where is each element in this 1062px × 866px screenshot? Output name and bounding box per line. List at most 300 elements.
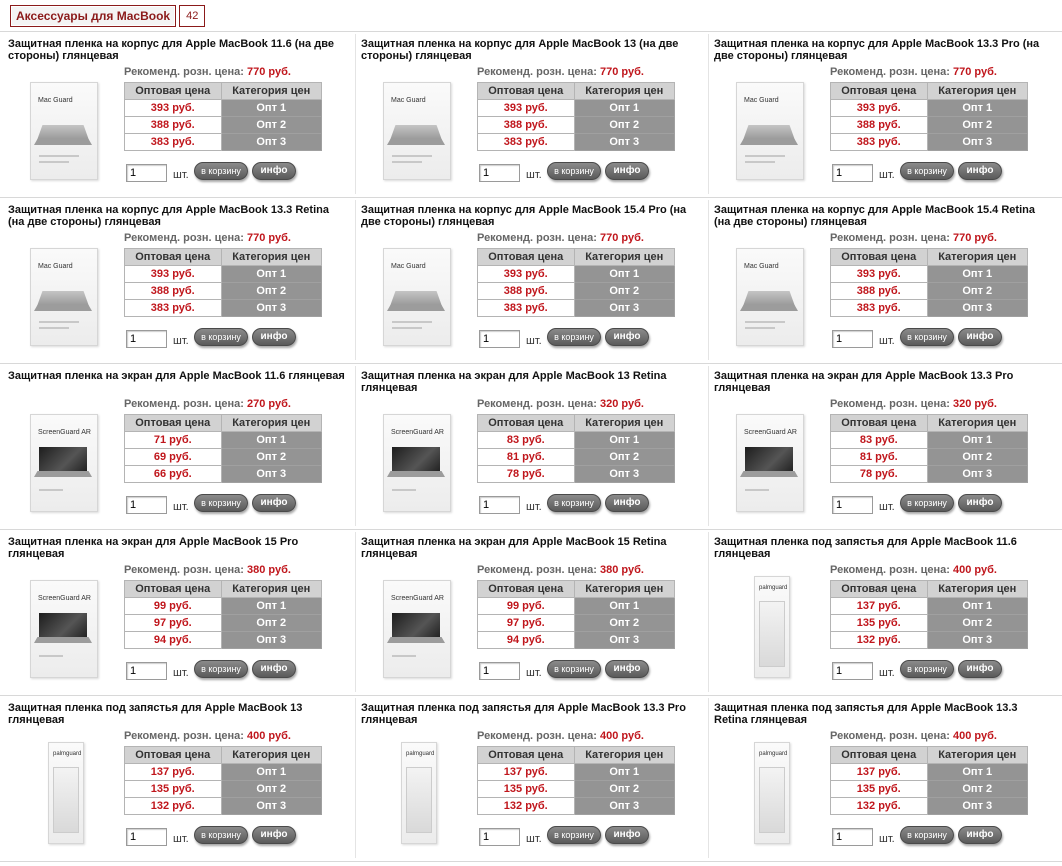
col-price-category: Категория цен — [574, 747, 674, 764]
price-category: Опт 1 — [574, 100, 674, 117]
price-row — [478, 764, 675, 781]
quantity-input[interactable] — [479, 828, 520, 846]
price-category: Опт 2 — [221, 615, 321, 632]
wholesale-price: 135 руб. — [125, 781, 222, 798]
price-table — [830, 580, 1028, 649]
column-separator — [355, 698, 356, 858]
price-row — [478, 432, 675, 449]
product-card — [8, 702, 353, 862]
recommended-price — [477, 232, 644, 244]
recommended-price — [124, 564, 291, 576]
product-title[interactable]: Защитная пленка на экран для Apple MacBook 13.3 Pro глянцевая — [714, 370, 1014, 394]
add-to-cart-button[interactable]: в корзину — [900, 826, 954, 844]
wholesale-price: 383 руб. — [125, 300, 222, 317]
wholesale-price: 388 руб. — [125, 117, 222, 134]
unit-label: шт. — [879, 501, 895, 513]
price-category: Опт 1 — [927, 764, 1027, 781]
price-category: Опт 1 — [574, 432, 674, 449]
product-image[interactable] — [30, 82, 98, 180]
price-category: Опт 3 — [221, 632, 321, 649]
price-row — [478, 117, 675, 134]
wholesale-price: 135 руб. — [831, 781, 928, 798]
thumb-brand: Mac Guard — [744, 263, 779, 270]
wholesale-price: 78 руб. — [831, 466, 928, 483]
price-row — [125, 117, 322, 134]
product-card — [714, 370, 1059, 530]
recommended-price-value: 770 руб. — [600, 66, 644, 78]
thumb-brand: palmguard — [759, 585, 788, 591]
wholesale-price: 66 руб. — [125, 466, 222, 483]
col-price-category: Категория цен — [221, 415, 321, 432]
add-to-cart-button[interactable]: в корзину — [900, 494, 954, 512]
info-button[interactable]: инфо — [605, 826, 649, 844]
price-row — [125, 283, 322, 300]
price-row — [125, 100, 322, 117]
price-table — [477, 82, 675, 151]
quantity-input[interactable] — [479, 330, 520, 348]
recommended-price-value: 400 руб. — [247, 730, 291, 742]
wholesale-price: 135 руб. — [831, 615, 928, 632]
wholesale-price: 137 руб. — [478, 764, 575, 781]
quantity-input[interactable] — [832, 330, 873, 348]
price-row — [125, 134, 322, 151]
recommended-price-label: Рекоменд. розн. цена: — [124, 232, 244, 244]
price-category: Опт 1 — [574, 598, 674, 615]
recommended-price-value: 400 руб. — [600, 730, 644, 742]
recommended-price-label: Рекоменд. розн. цена: — [830, 66, 950, 78]
col-price-category: Категория цен — [574, 415, 674, 432]
quantity-input[interactable] — [126, 828, 167, 846]
price-category: Опт 2 — [927, 117, 1027, 134]
col-price-category: Категория цен — [927, 581, 1027, 598]
unit-label: шт. — [526, 335, 542, 347]
col-wholesale-price: Оптовая цена — [831, 581, 928, 598]
price-category: Опт 3 — [927, 466, 1027, 483]
recommended-price-label: Рекоменд. розн. цена: — [477, 232, 597, 244]
info-button[interactable]: инфо — [252, 162, 296, 180]
product-image[interactable] — [754, 742, 790, 844]
price-category: Опт 2 — [927, 449, 1027, 466]
col-wholesale-price: Оптовая цена — [478, 747, 575, 764]
unit-label: шт. — [526, 667, 542, 679]
wholesale-price: 132 руб. — [831, 798, 928, 815]
column-separator — [708, 698, 709, 858]
column-separator — [355, 34, 356, 194]
quantity-input[interactable] — [832, 496, 873, 514]
col-wholesale-price: Оптовая цена — [125, 581, 222, 598]
quantity-input[interactable] — [832, 662, 873, 680]
add-to-cart-button[interactable]: в корзину — [547, 826, 601, 844]
quantity-input[interactable] — [126, 164, 167, 182]
wholesale-price: 81 руб. — [478, 449, 575, 466]
thumb-brand: ScreenGuard AR — [744, 429, 797, 436]
thumb-brand: ScreenGuard AR — [391, 595, 444, 602]
product-image[interactable] — [383, 248, 451, 346]
wholesale-price: 388 руб. — [831, 283, 928, 300]
column-separator — [355, 200, 356, 360]
price-category: Опт 2 — [221, 283, 321, 300]
price-category: Опт 2 — [574, 449, 674, 466]
recommended-price-value: 320 руб. — [953, 398, 997, 410]
price-row — [831, 117, 1028, 134]
add-to-cart-button[interactable]: в корзину — [900, 328, 954, 346]
wholesale-price: 388 руб. — [125, 283, 222, 300]
thumb-brand: Mac Guard — [391, 97, 426, 104]
add-to-cart-button[interactable]: в корзину — [547, 162, 601, 180]
price-table — [830, 414, 1028, 483]
wholesale-price: 393 руб. — [831, 100, 928, 117]
col-wholesale-price: Оптовая цена — [831, 249, 928, 266]
recommended-price — [124, 66, 291, 78]
recommended-price-label: Рекоменд. розн. цена: — [124, 564, 244, 576]
add-to-cart-button[interactable]: в корзину — [900, 162, 954, 180]
price-category: Опт 3 — [574, 632, 674, 649]
product-card — [8, 38, 353, 198]
unit-label: шт. — [879, 833, 895, 845]
info-button[interactable]: инфо — [958, 660, 1002, 678]
product-image[interactable] — [736, 248, 804, 346]
price-row — [125, 300, 322, 317]
add-to-cart-button[interactable]: в корзину — [194, 660, 248, 678]
unit-label: шт. — [173, 667, 189, 679]
wholesale-price: 83 руб. — [831, 432, 928, 449]
price-row — [125, 615, 322, 632]
product-title[interactable]: Защитная пленка под запястья для Apple MacBook 13.3 Pro глянцевая — [361, 702, 686, 726]
thumb-brand: Mac Guard — [391, 263, 426, 270]
price-category: Опт 1 — [927, 598, 1027, 615]
category-title[interactable]: Аксессуары для MacBook — [10, 5, 176, 27]
add-to-cart-button[interactable]: в корзину — [547, 660, 601, 678]
price-row — [478, 615, 675, 632]
recommended-price-label: Рекоменд. розн. цена: — [124, 730, 244, 742]
recommended-price-label: Рекоменд. розн. цена: — [124, 398, 244, 410]
price-category: Опт 2 — [927, 615, 1027, 632]
price-category: Опт 1 — [927, 432, 1027, 449]
recommended-price-value: 400 руб. — [953, 564, 997, 576]
wholesale-price: 393 руб. — [478, 100, 575, 117]
product-image[interactable] — [736, 82, 804, 180]
price-category: Опт 1 — [221, 100, 321, 117]
wholesale-price: 99 руб. — [125, 598, 222, 615]
quantity-input[interactable] — [479, 662, 520, 680]
recommended-price-value: 770 руб. — [247, 66, 291, 78]
price-row — [478, 798, 675, 815]
product-title[interactable]: Защитная пленка на экран для Apple MacBook 15 Pro глянцевая — [8, 536, 299, 560]
product-title[interactable]: Защитная пленка на корпус для Apple MacBook 13.3 Pro (на две стороны) глянцевая — [714, 38, 1040, 62]
recommended-price-label: Рекоменд. розн. цена: — [477, 398, 597, 410]
wholesale-price: 393 руб. — [831, 266, 928, 283]
product-title[interactable]: Защитная пленка под запястья для Apple MacBook 11.6 глянцевая — [714, 536, 1017, 560]
unit-label: шт. — [526, 169, 542, 181]
product-image[interactable] — [754, 576, 790, 678]
recommended-price-label: Рекоменд. розн. цена: — [830, 564, 950, 576]
unit-label: шт. — [879, 667, 895, 679]
price-category: Опт 3 — [574, 466, 674, 483]
recommended-price-value: 380 руб. — [600, 564, 644, 576]
price-category: Опт 1 — [574, 764, 674, 781]
product-image[interactable] — [736, 414, 804, 512]
quantity-input[interactable] — [832, 828, 873, 846]
col-price-category: Категория цен — [927, 83, 1027, 100]
price-row — [478, 134, 675, 151]
price-row — [831, 798, 1028, 815]
thumb-brand: palmguard — [406, 751, 435, 757]
product-title[interactable]: Защитная пленка на экран для Apple MacBook 11.6 глянцевая — [8, 370, 345, 382]
add-to-cart-button[interactable]: в корзину — [194, 162, 248, 180]
wholesale-price: 83 руб. — [478, 432, 575, 449]
col-price-category: Категория цен — [574, 83, 674, 100]
col-wholesale-price: Оптовая цена — [478, 249, 575, 266]
wholesale-price: 393 руб. — [125, 266, 222, 283]
unit-label: шт. — [173, 501, 189, 513]
thumb-brand: palmguard — [53, 751, 82, 757]
product-image[interactable] — [30, 580, 98, 678]
price-table — [830, 82, 1028, 151]
column-separator — [355, 366, 356, 526]
col-price-category: Категория цен — [927, 249, 1027, 266]
recommended-price-value: 770 руб. — [247, 232, 291, 244]
col-price-category: Категория цен — [927, 747, 1027, 764]
product-title[interactable]: Защитная пленка на экран для Apple MacBook 15 Retina глянцевая — [361, 536, 667, 560]
add-to-cart-button[interactable]: в корзину — [194, 328, 248, 346]
recommended-price — [830, 398, 997, 410]
wholesale-price: 132 руб. — [125, 798, 222, 815]
col-price-category: Категория цен — [574, 249, 674, 266]
info-button[interactable]: инфо — [252, 328, 296, 346]
product-card — [714, 536, 1059, 696]
price-category: Опт 3 — [574, 134, 674, 151]
column-separator — [708, 532, 709, 692]
recommended-price-label: Рекоменд. розн. цена: — [830, 232, 950, 244]
thumb-brand: Mac Guard — [38, 97, 73, 104]
price-category: Опт 1 — [221, 266, 321, 283]
recommended-price-label: Рекоменд. розн. цена: — [477, 730, 597, 742]
info-button[interactable]: инфо — [958, 162, 1002, 180]
price-category: Опт 3 — [574, 300, 674, 317]
recommended-price-label: Рекоменд. розн. цена: — [830, 398, 950, 410]
product-card — [714, 38, 1059, 198]
wholesale-price: 383 руб. — [125, 134, 222, 151]
price-row — [478, 598, 675, 615]
unit-label: шт. — [526, 501, 542, 513]
product-card — [8, 370, 353, 530]
price-row — [478, 283, 675, 300]
recommended-price-value: 770 руб. — [953, 232, 997, 244]
product-image[interactable] — [30, 414, 98, 512]
wholesale-price: 393 руб. — [478, 266, 575, 283]
add-to-cart-button[interactable]: в корзину — [900, 660, 954, 678]
quantity-input[interactable] — [832, 164, 873, 182]
price-table — [477, 580, 675, 649]
col-price-category: Категория цен — [221, 83, 321, 100]
thumb-brand: ScreenGuard AR — [391, 429, 444, 436]
add-to-cart-button[interactable]: в корзину — [194, 826, 248, 844]
thumb-brand: ScreenGuard AR — [38, 429, 91, 436]
price-row — [478, 266, 675, 283]
col-price-category: Категория цен — [221, 747, 321, 764]
product-card — [361, 702, 706, 862]
price-row — [478, 781, 675, 798]
recommended-price — [124, 232, 291, 244]
info-button[interactable]: инфо — [605, 162, 649, 180]
wholesale-price: 135 руб. — [478, 781, 575, 798]
recommended-price-value: 320 руб. — [600, 398, 644, 410]
recommended-price — [477, 66, 644, 78]
product-image[interactable] — [48, 742, 84, 844]
price-category: Опт 2 — [574, 117, 674, 134]
thumb-brand: ScreenGuard AR — [38, 595, 91, 602]
recommended-price-label: Рекоменд. розн. цена: — [124, 66, 244, 78]
recommended-price — [830, 564, 997, 576]
price-category: Опт 3 — [927, 134, 1027, 151]
col-price-category: Категория цен — [221, 249, 321, 266]
product-image[interactable] — [383, 82, 451, 180]
price-table — [124, 414, 322, 483]
price-category: Опт 3 — [574, 798, 674, 815]
info-button[interactable]: инфо — [958, 328, 1002, 346]
product-card — [8, 204, 353, 364]
thumb-brand: Mac Guard — [38, 263, 73, 270]
product-title[interactable]: Защитная пленка на корпус для Apple MacBook 15.4 Retina (на две стороны) глянцевая — [714, 204, 1035, 228]
product-title[interactable]: Защитная пленка на корпус для Apple MacBook 11.6 (на две стороны) глянцевая — [8, 38, 334, 62]
price-row — [831, 615, 1028, 632]
price-category: Опт 2 — [221, 117, 321, 134]
price-row — [478, 632, 675, 649]
info-button[interactable]: инфо — [605, 660, 649, 678]
thumb-brand: Mac Guard — [744, 97, 779, 104]
product-title[interactable]: Защитная пленка на корпус для Apple MacBook 13.3 Retina (на две стороны) глянцевая — [8, 204, 329, 228]
quantity-input[interactable] — [479, 164, 520, 182]
product-image[interactable] — [383, 414, 451, 512]
info-button[interactable]: инфо — [605, 328, 649, 346]
recommended-price-value: 400 руб. — [953, 730, 997, 742]
product-image[interactable] — [30, 248, 98, 346]
price-row — [831, 100, 1028, 117]
recommended-price — [477, 730, 644, 742]
recommended-price-label: Рекоменд. розн. цена: — [830, 730, 950, 742]
price-row — [831, 266, 1028, 283]
product-count-badge: 42 — [179, 5, 205, 27]
price-table — [830, 746, 1028, 815]
col-wholesale-price: Оптовая цена — [478, 415, 575, 432]
price-row — [831, 764, 1028, 781]
add-to-cart-button[interactable]: в корзину — [547, 494, 601, 512]
info-button[interactable]: инфо — [252, 826, 296, 844]
price-row — [831, 283, 1028, 300]
price-table — [124, 746, 322, 815]
price-row — [478, 449, 675, 466]
unit-label: шт. — [526, 833, 542, 845]
recommended-price — [830, 232, 997, 244]
quantity-input[interactable] — [479, 496, 520, 514]
product-title[interactable]: Защитная пленка на корпус для Apple MacBook 13 (на две стороны) глянцевая — [361, 38, 679, 62]
price-row — [125, 432, 322, 449]
wholesale-price: 388 руб. — [478, 117, 575, 134]
price-row — [831, 134, 1028, 151]
col-price-category: Категория цен — [574, 581, 674, 598]
wholesale-price: 69 руб. — [125, 449, 222, 466]
col-wholesale-price: Оптовая цена — [125, 83, 222, 100]
unit-label: шт. — [173, 335, 189, 347]
product-title[interactable]: Защитная пленка под запястья для Apple MacBook 13 глянцевая — [8, 702, 303, 726]
price-row — [125, 798, 322, 815]
price-category: Опт 1 — [927, 266, 1027, 283]
recommended-price-value: 770 руб. — [600, 232, 644, 244]
col-wholesale-price: Оптовая цена — [125, 249, 222, 266]
info-button[interactable]: инфо — [958, 494, 1002, 512]
col-wholesale-price: Оптовая цена — [478, 581, 575, 598]
price-category: Опт 3 — [927, 798, 1027, 815]
price-table — [830, 248, 1028, 317]
wholesale-price: 137 руб. — [831, 598, 928, 615]
price-category: Опт 2 — [927, 781, 1027, 798]
product-title[interactable]: Защитная пленка под запястья для Apple MacBook 13.3 Retina глянцевая — [714, 702, 1018, 726]
wholesale-price: 97 руб. — [478, 615, 575, 632]
unit-label: шт. — [173, 169, 189, 181]
price-category: Опт 3 — [927, 300, 1027, 317]
info-button[interactable]: инфо — [252, 494, 296, 512]
price-row — [125, 449, 322, 466]
add-to-cart-button[interactable]: в корзину — [194, 494, 248, 512]
column-separator — [708, 34, 709, 194]
col-wholesale-price: Оптовая цена — [125, 415, 222, 432]
info-button[interactable]: инфо — [252, 660, 296, 678]
product-image[interactable] — [383, 580, 451, 678]
product-card — [361, 370, 706, 530]
info-button[interactable]: инфо — [605, 494, 649, 512]
price-category: Опт 3 — [221, 134, 321, 151]
price-category: Опт 2 — [574, 781, 674, 798]
price-row — [125, 466, 322, 483]
quantity-input[interactable] — [126, 662, 167, 680]
product-card — [361, 536, 706, 696]
quantity-input[interactable] — [126, 496, 167, 514]
product-image[interactable] — [401, 742, 437, 844]
price-table — [124, 82, 322, 151]
product-title[interactable]: Защитная пленка на экран для Apple MacBook 13 Retina глянцевая — [361, 370, 667, 394]
product-card — [361, 38, 706, 198]
price-category: Опт 3 — [221, 300, 321, 317]
recommended-price-value: 270 руб. — [247, 398, 291, 410]
product-card — [8, 536, 353, 696]
recommended-price-label: Рекоменд. розн. цена: — [477, 564, 597, 576]
product-title[interactable]: Защитная пленка на корпус для Apple MacBook 15.4 Pro (на две стороны) глянцевая — [361, 204, 687, 228]
price-category: Опт 1 — [221, 598, 321, 615]
recommended-price-value: 770 руб. — [953, 66, 997, 78]
price-table — [124, 580, 322, 649]
col-wholesale-price: Оптовая цена — [831, 83, 928, 100]
price-category: Опт 3 — [927, 632, 1027, 649]
price-row — [125, 598, 322, 615]
price-row — [125, 764, 322, 781]
wholesale-price: 137 руб. — [125, 764, 222, 781]
wholesale-price: 383 руб. — [831, 134, 928, 151]
price-table — [477, 746, 675, 815]
add-to-cart-button[interactable]: в корзину — [547, 328, 601, 346]
wholesale-price: 81 руб. — [831, 449, 928, 466]
price-row — [478, 300, 675, 317]
recommended-price — [124, 730, 291, 742]
info-button[interactable]: инфо — [958, 826, 1002, 844]
product-card — [714, 204, 1059, 364]
quantity-input[interactable] — [126, 330, 167, 348]
recommended-price — [830, 66, 997, 78]
wholesale-price: 94 руб. — [125, 632, 222, 649]
thumb-brand: palmguard — [759, 751, 788, 757]
unit-label: шт. — [879, 335, 895, 347]
wholesale-price: 137 руб. — [831, 764, 928, 781]
price-table — [124, 248, 322, 317]
